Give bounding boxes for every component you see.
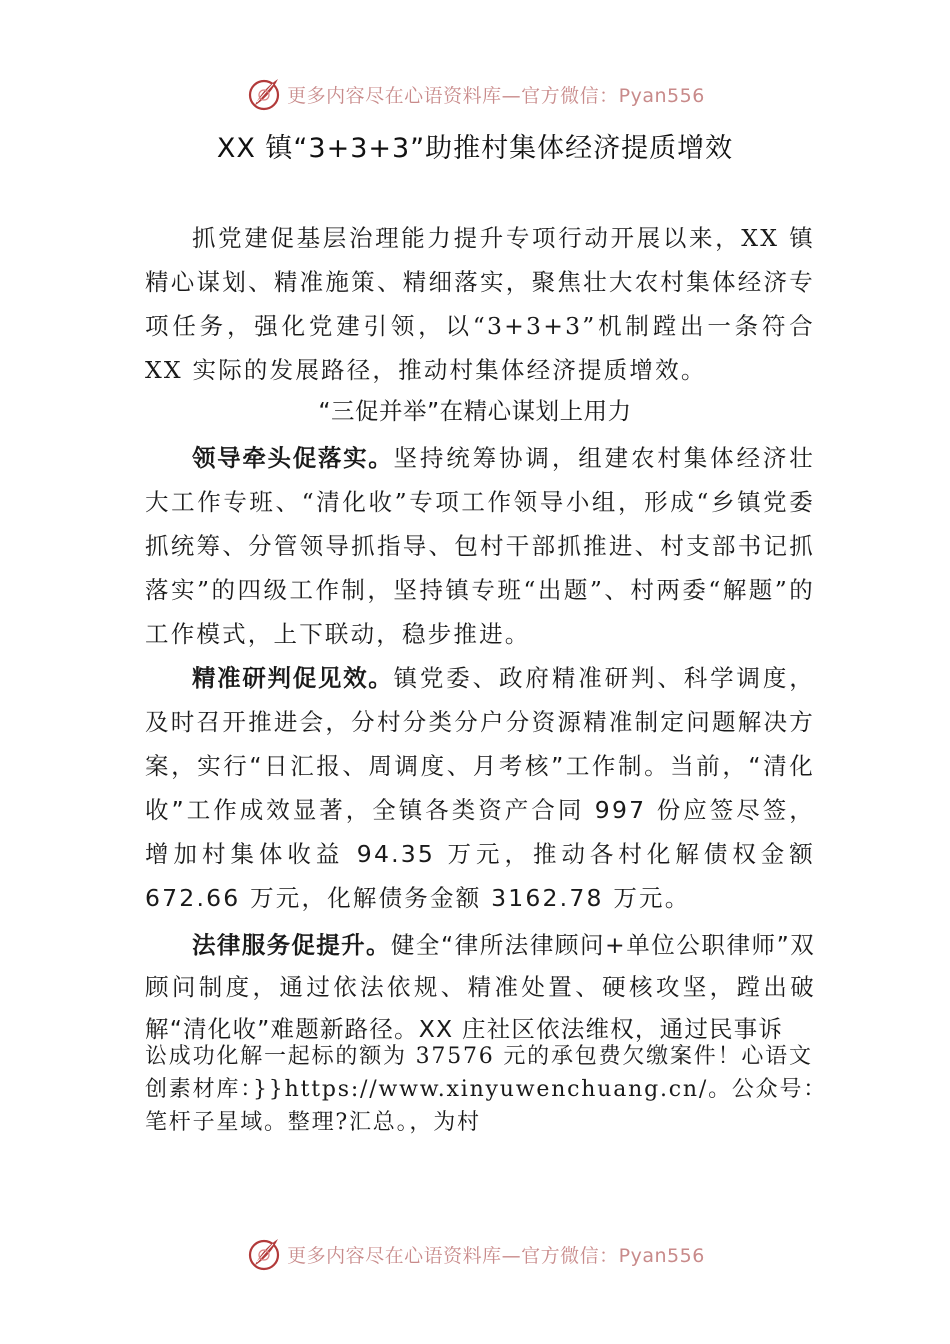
paragraph-lead: 法律服务促提升。: [192, 931, 391, 959]
paragraph-leadership: [145, 436, 815, 656]
pen-leaf-logo-icon: [245, 1235, 283, 1273]
section-heading: “三促并举”在精心谋划上用力: [318, 397, 632, 425]
paragraph-text: 健全“律所法律顾问+单位公职律师”双顾问制度，通过依法依规、精准处置、硬核攻坚，蹚出破解“清化收”难题新路径。XX 庄社区依法维权，通过民事诉: [145, 931, 816, 1043]
banner-text: 更多内容尽在心语资料库—官方微信：Pyan556: [287, 1244, 705, 1267]
pen-leaf-logo-icon: [245, 75, 283, 113]
paragraph-lead: 精准研判促见效。: [192, 664, 394, 692]
intro-paragraph: 抓党建促基层治理能力提升专项行动开展以来，XX 镇精心谋划、精准施策、精细落实，聚焦壮大农村集体经济专项任务，强化党建引领，以“3+3+3”机制蹚出一条符合 XX 实际的发展路径，推动村集体经济提质增效。: [145, 224, 815, 384]
document-title: XX 镇“3+3+3”助推村集体经济提质增效: [216, 133, 734, 164]
paragraph-text: 坚持统筹协调，组建农村集体经济壮大工作专班、“清化收”专项工作领导小组，形成“乡镇党委抓统筹、分管领导抓指导、包村干部抓推进、村支部书记抓落实”的四级工作制，坚持镇专班“出题”、村两委“解题”的工作模式，上下联动，稳步推进。: [145, 444, 816, 648]
tail-text: 讼成功化解一起标的额为 37576 元的承包费欠缴案件！心语文创素材库：}}https://www.xinyuwenchuang.cn/。公众号：笔杆子星域。整理?汇总。，为村: [145, 1044, 828, 1135]
banner-text: 更多内容尽在心语资料库—官方微信：Pyan556: [287, 84, 705, 107]
header-banner: [0, 72, 950, 116]
footer-banner: [0, 1232, 950, 1276]
paragraph-text: 镇党委、政府精准研判、科学调度，及时召开推进会，分村分类分户分资源精准制定问题解决方案，实行“日汇报、周调度、月考核”工作制。当前，“清化收”工作成效显著，全镇各类资产合同 997 份应签尽签，增加村集体收益 94.35 万元，推动各村化解债权金额 672.66 万元，化解债务金额 3162.78 万元。: [145, 664, 816, 912]
paragraph-precision: [145, 656, 815, 920]
paragraph-lead: 领导牵头促落实。: [192, 444, 394, 472]
paragraph-legal: [145, 924, 815, 1050]
